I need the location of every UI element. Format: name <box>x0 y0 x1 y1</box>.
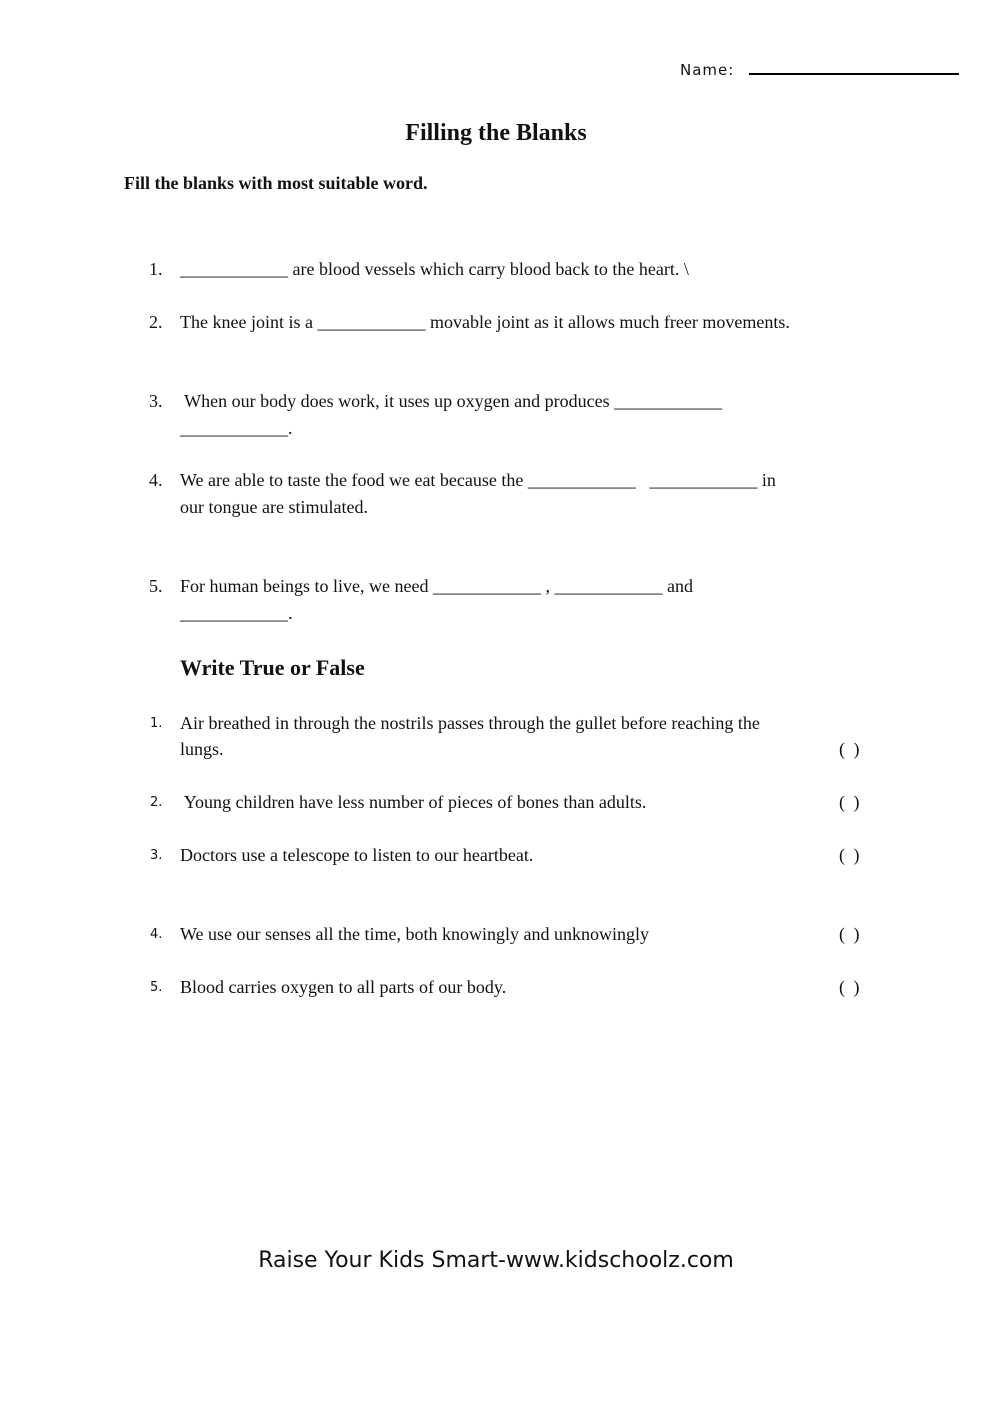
question-text: When our body does work, it uses up oxygen and produces ____________ <box>180 391 723 411</box>
tf-number: 2. <box>150 795 163 810</box>
tf-answer-box[interactable]: ( ) <box>839 924 860 944</box>
tf-answer-box[interactable]: ( ) <box>839 845 860 865</box>
tf-answer-box[interactable]: ( ) <box>839 792 860 812</box>
page-title: Filling the Blanks <box>405 120 587 146</box>
question-text: We are able to taste the food we eat because the ____________ ____________ in <box>180 470 776 490</box>
tf-answer-box[interactable]: ( ) <box>839 739 860 759</box>
question-number: 4. <box>149 470 163 490</box>
tf-answer-box[interactable]: ( ) <box>839 977 860 997</box>
name-blank-line[interactable] <box>749 73 959 75</box>
tf-number: 1. <box>150 716 163 731</box>
tf-number: 3. <box>150 848 163 863</box>
question-text: For human beings to live, we need ____________ , ____________ and <box>180 576 693 596</box>
instruction: Fill the blanks with most suitable word. <box>124 173 428 193</box>
question-number: 5. <box>149 576 163 596</box>
tf-text: Blood carries oxygen to all parts of our body. <box>180 977 507 997</box>
question-text-continued: ____________. <box>180 603 293 623</box>
question-text-continued: our tongue are stimulated. <box>180 497 368 517</box>
name-label: Name: <box>680 61 735 79</box>
tf-number: 5. <box>150 980 163 995</box>
question-number: 1. <box>149 259 163 279</box>
question-number: 2. <box>149 312 163 332</box>
tf-text: We use our senses all the time, both knowingly and unknowingly <box>180 924 649 944</box>
question-number: 3. <box>149 391 163 411</box>
true-false-heading: Write True or False <box>180 655 365 680</box>
tf-text-continued: lungs. <box>180 739 224 759</box>
question-text: The knee joint is a ____________ movable joint as it allows much freer movements. <box>180 312 790 332</box>
tf-text: Air breathed in through the nostrils passes through the gullet before reaching the <box>180 713 760 733</box>
tf-text: Young children have less number of pieces of bones than adults. <box>180 792 647 812</box>
question-text-continued: ____________. <box>180 418 293 438</box>
tf-number: 4. <box>150 927 163 942</box>
question-text: ____________ are blood vessels which carry blood back to the heart. \ <box>180 259 689 279</box>
tf-text: Doctors use a telescope to listen to our heartbeat. <box>180 845 534 865</box>
footer-branding: Raise Your Kids Smart-www.kidschoolz.com <box>258 1248 734 1273</box>
